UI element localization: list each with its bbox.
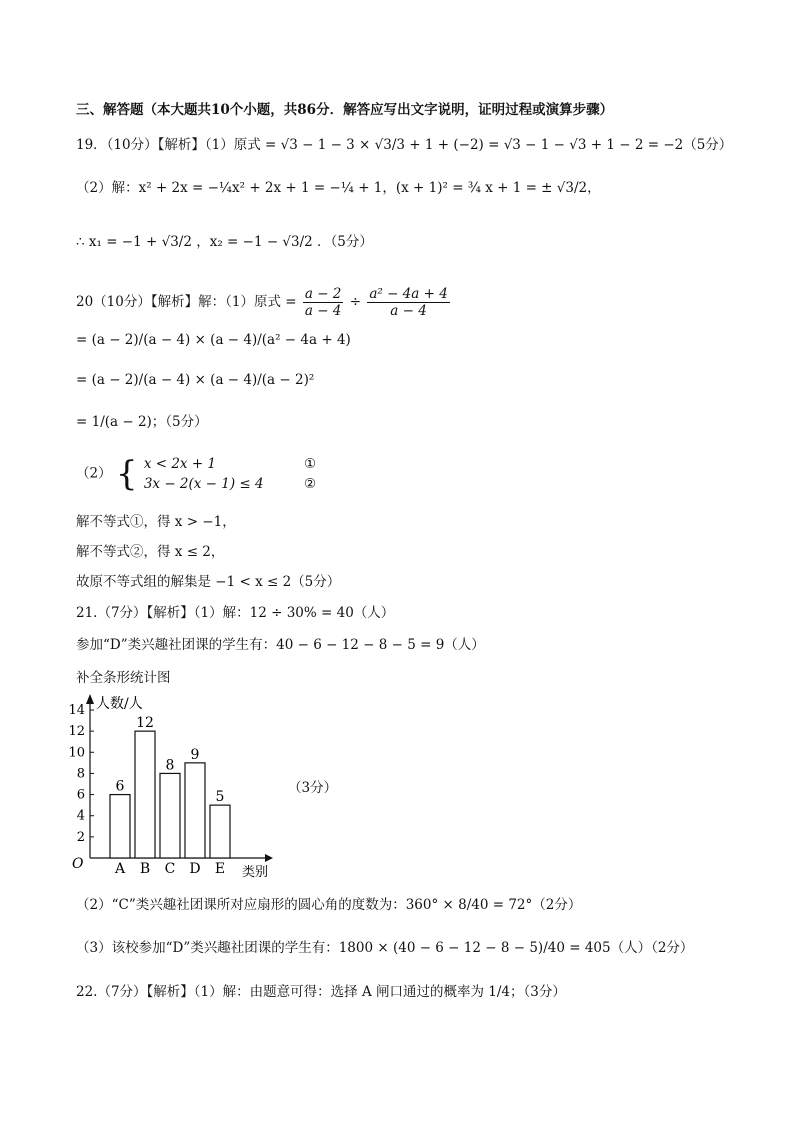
category-label: C: [164, 861, 176, 877]
q19-head: 19．（10分）【解析】（1）原式 =: [76, 137, 277, 153]
q21-head: 21.（7分）【解析】（1）解：12 ÷ 30% = 40（人）: [76, 605, 395, 621]
q21-part3: （3）该校参加“D”类兴趣社团课的学生有：1800 × (40 − 6 − 12 − 8 − 5)/40 = 405（人）（2分）: [76, 940, 694, 956]
bar-B: [135, 731, 155, 858]
q20-ineq1: x < 2x + 1: [143, 456, 217, 472]
q20-head-text: 20（10分）【解析】解：（1）原式 =: [76, 294, 297, 310]
q20-sol1: 解不等式①，得 x > −1，: [76, 514, 236, 530]
bar-value-label: 8: [165, 757, 175, 774]
q19-part2: （2）解：x² + 2x = −¼x² + 2x + 1 = −¼ + 1，(x + 1)² = ¾ x + 1 = ± √3/2，: [76, 180, 601, 196]
q20-mark1: ①: [303, 456, 317, 472]
y-tick-label: 10: [68, 745, 85, 761]
section-title: 三、解答题（本大题共10个小题，共86分．解答应写出文字说明，证明过程或演算步骤）: [76, 102, 614, 118]
bar-A: [110, 795, 130, 858]
y-tick-label: 2: [76, 829, 85, 845]
q20-step1: = (a − 2)/(a − 4) × (a − 4)/(a² − 4a + 4): [76, 332, 351, 348]
y-tick-label: 14: [68, 703, 85, 718]
q22-head: 22.（7分）【解析】（1）解：由题意可得：选择 A 闸口通过的概率为 1/4；（3分）: [76, 984, 566, 1000]
q20-mark2: ②: [303, 476, 317, 492]
q19-roots: ∴ x₁ = −1 + √3/2 ，x₂ = −1 − √3/2 ．（5分）: [76, 234, 373, 250]
q20-step2: = (a − 2)/(a − 4) × (a − 4)/(a − 2)²: [76, 372, 315, 388]
q20-head: 20（10分）【解析】解：（1）原式 = $\frac{a - 2}{a - 4}$ ÷ $\frac{\text{a² − 4a + 4}}{a - 4}$: [76, 286, 448, 319]
y-tick-label: 12: [68, 724, 85, 740]
brace-icon: {: [115, 454, 138, 494]
q20-sys-label: （2）: [76, 465, 112, 482]
bar-chart: [60, 690, 300, 890]
q20-inequalities: [144, 454, 264, 494]
q20-sol3: 故原不等式组的解集是 −1 < x ≤ 2（5分）: [76, 574, 341, 590]
bar-D: [185, 763, 205, 858]
bar-value-label: 5: [215, 789, 225, 806]
bar-value-label: 6: [115, 778, 125, 795]
x-axis-label: 类别: [242, 865, 269, 880]
category-label: D: [189, 861, 201, 877]
bar-E: [210, 805, 230, 858]
q20-frac-2: $\frac{\text{a² − 4a + 4}}{a - 4}$: [369, 286, 448, 319]
y-axis-arrow-icon: [86, 694, 94, 704]
y-tick-label: 8: [76, 766, 85, 782]
category-label: A: [114, 861, 126, 877]
category-label: E: [214, 861, 226, 877]
bar-value-label: 9: [190, 746, 200, 763]
q21-chart-caption: 补全条形统计图: [76, 670, 171, 686]
q20-step3: = 1/(a − 2)；（5分）: [76, 414, 208, 430]
bar-value-label: 12: [136, 715, 154, 732]
y-tick-label: 4: [76, 808, 85, 824]
x-axis-arrow-icon: [265, 854, 273, 862]
q20-marks: [304, 454, 316, 494]
y-tick-label: 6: [76, 787, 85, 803]
category-label: B: [139, 861, 151, 877]
y-axis-label: 人数/人: [96, 696, 143, 712]
origin-label: O: [72, 856, 84, 872]
q21-chart-score: （3分）: [288, 780, 338, 796]
bar-C: [160, 773, 180, 858]
q21-d-count: 参加“D”类兴趣社团课的学生有：40 − 6 − 12 − 8 − 5 = 9（人）: [76, 637, 485, 653]
q19-line1: [76, 135, 732, 155]
q20-sol2: 解不等式②，得 x ≤ 2，: [76, 544, 225, 560]
q21-part2: （2）“C”类兴趣社团课所对应扇形的圆心角的度数为：360° × 8/40 = 72°（2分）: [76, 897, 582, 913]
q19-line1-tail: √3 − 1 − 3 × √3/3 + 1 + (−2) = √3 − 1 − √3 + 1 − 2 = −2（5分）: [280, 137, 733, 153]
q20-system: [76, 454, 316, 494]
q20-ineq2: 3x − 2(x − 1) ≤ 4: [143, 476, 264, 492]
q20-frac-1: $\frac{a - 2}{a - 4}$: [304, 286, 342, 319]
